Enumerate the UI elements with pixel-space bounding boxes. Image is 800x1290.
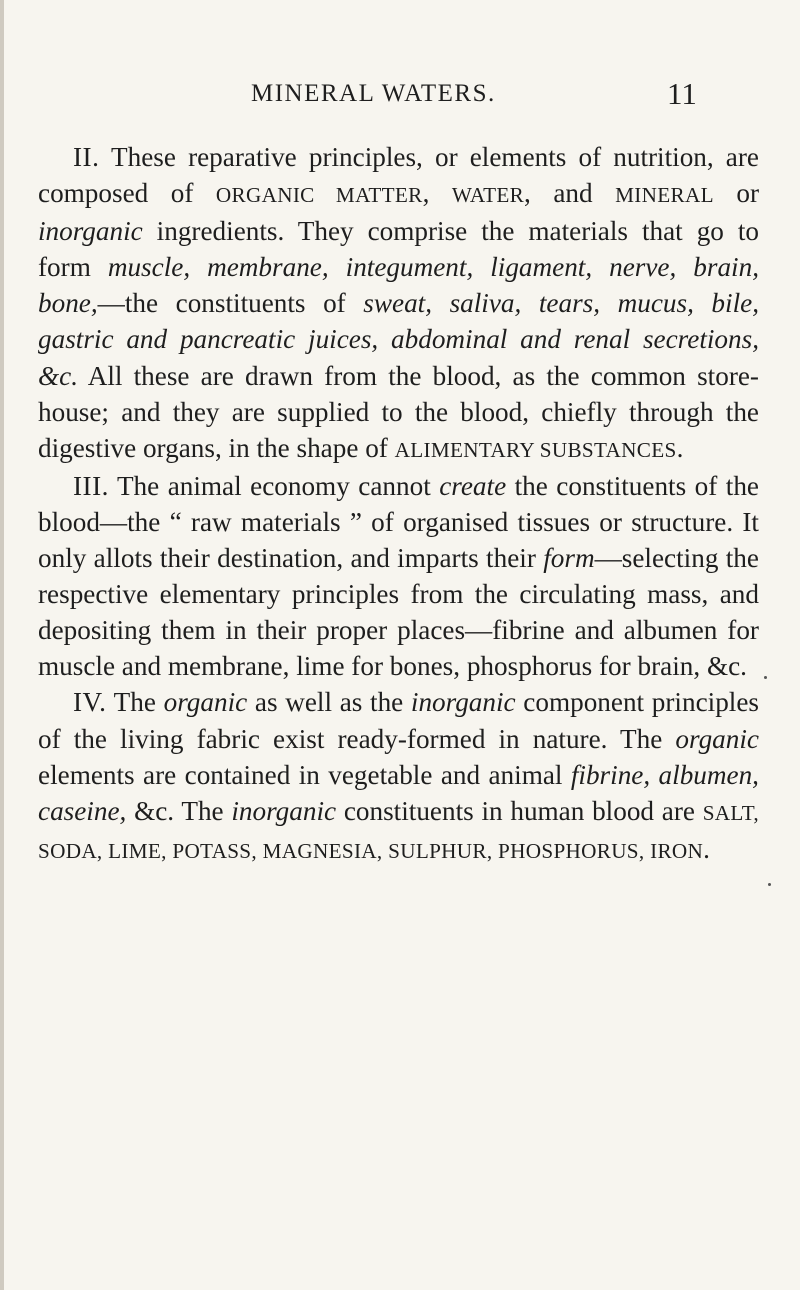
seg: organic	[675, 723, 759, 754]
seg: SALT, SODA, LIME, POTASS, MAGNESIA, SULPHUR, PHOSPHORUS, IRON	[38, 800, 759, 863]
print-speck	[768, 883, 771, 886]
body-text	[38, 139, 759, 869]
seg: fibrine, albumen, caseine,	[38, 759, 759, 826]
seg: organic	[163, 687, 248, 718]
seg: .	[676, 432, 684, 463]
paragraph-iv	[38, 684, 759, 868]
running-head: MINERAL WATERS.	[251, 80, 496, 107]
seg: inorganic	[38, 216, 143, 247]
seg: form	[543, 543, 595, 574]
seg: muscle, membrane, integument, ligament, nerve, brain, bone,	[38, 252, 759, 319]
page-header	[0, 76, 800, 116]
seg: WATER	[451, 183, 525, 208]
seg: inorganic	[410, 687, 516, 718]
seg: The animal economy cannot	[108, 470, 440, 501]
seg: inorganic	[231, 795, 337, 826]
seg: as well as the	[247, 687, 411, 718]
seg: sweat, saliva, tears, mucus, bile, gastric and pancreatic juices, abdominal and renal secretions, &c.	[38, 288, 759, 391]
seg: ingredients. They comprise the materials that go to form	[38, 216, 759, 283]
paragraph-numeral: II.	[73, 142, 100, 172]
paragraph-numeral: III.	[73, 470, 109, 501]
page-number: 11	[667, 76, 697, 111]
seg: —the constituents of	[97, 288, 364, 319]
seg: create	[439, 470, 507, 501]
seg: ALIMENTARY SUBSTANCES	[394, 437, 677, 462]
seg: &c. The	[126, 795, 232, 826]
page-gutter-edge	[0, 0, 4, 1290]
seg: .	[703, 833, 710, 864]
paragraph-iii	[38, 468, 759, 685]
paragraph-ii	[38, 139, 759, 468]
seg: All these are drawn from the blood, as the common store-house; and they are supplied to the blood, chiefly through the digestive organs, in the shape of	[38, 360, 759, 463]
seg: , and	[524, 178, 616, 209]
print-speck	[764, 676, 767, 679]
seg: component principles of the living fabric exist ready-formed in nature. The	[38, 687, 759, 754]
paragraph-numeral: IV.	[73, 687, 107, 718]
seg: The	[106, 687, 164, 718]
seg: —selecting the respective elementary principles from the circulating mass, and depositing them in their proper places—fibrine and albumen for muscle and membrane, lime for bones, phosphorus for brain, &c.	[38, 543, 759, 682]
seg: MINERAL	[615, 183, 714, 208]
seg: These reparative principles, or elements of nutrition, are composed of	[38, 142, 759, 209]
seg: elements are contained in vegetable and animal	[38, 759, 571, 790]
seg: constituents in human blood are	[336, 795, 703, 826]
seg: ORGANIC MATTER	[215, 183, 423, 208]
seg: the constituents of the blood—the “ raw materials ” of organised tissues or structure. It only allots their destination, and imparts their	[38, 470, 759, 574]
seg: ,	[422, 178, 452, 209]
seg: or	[713, 178, 759, 209]
